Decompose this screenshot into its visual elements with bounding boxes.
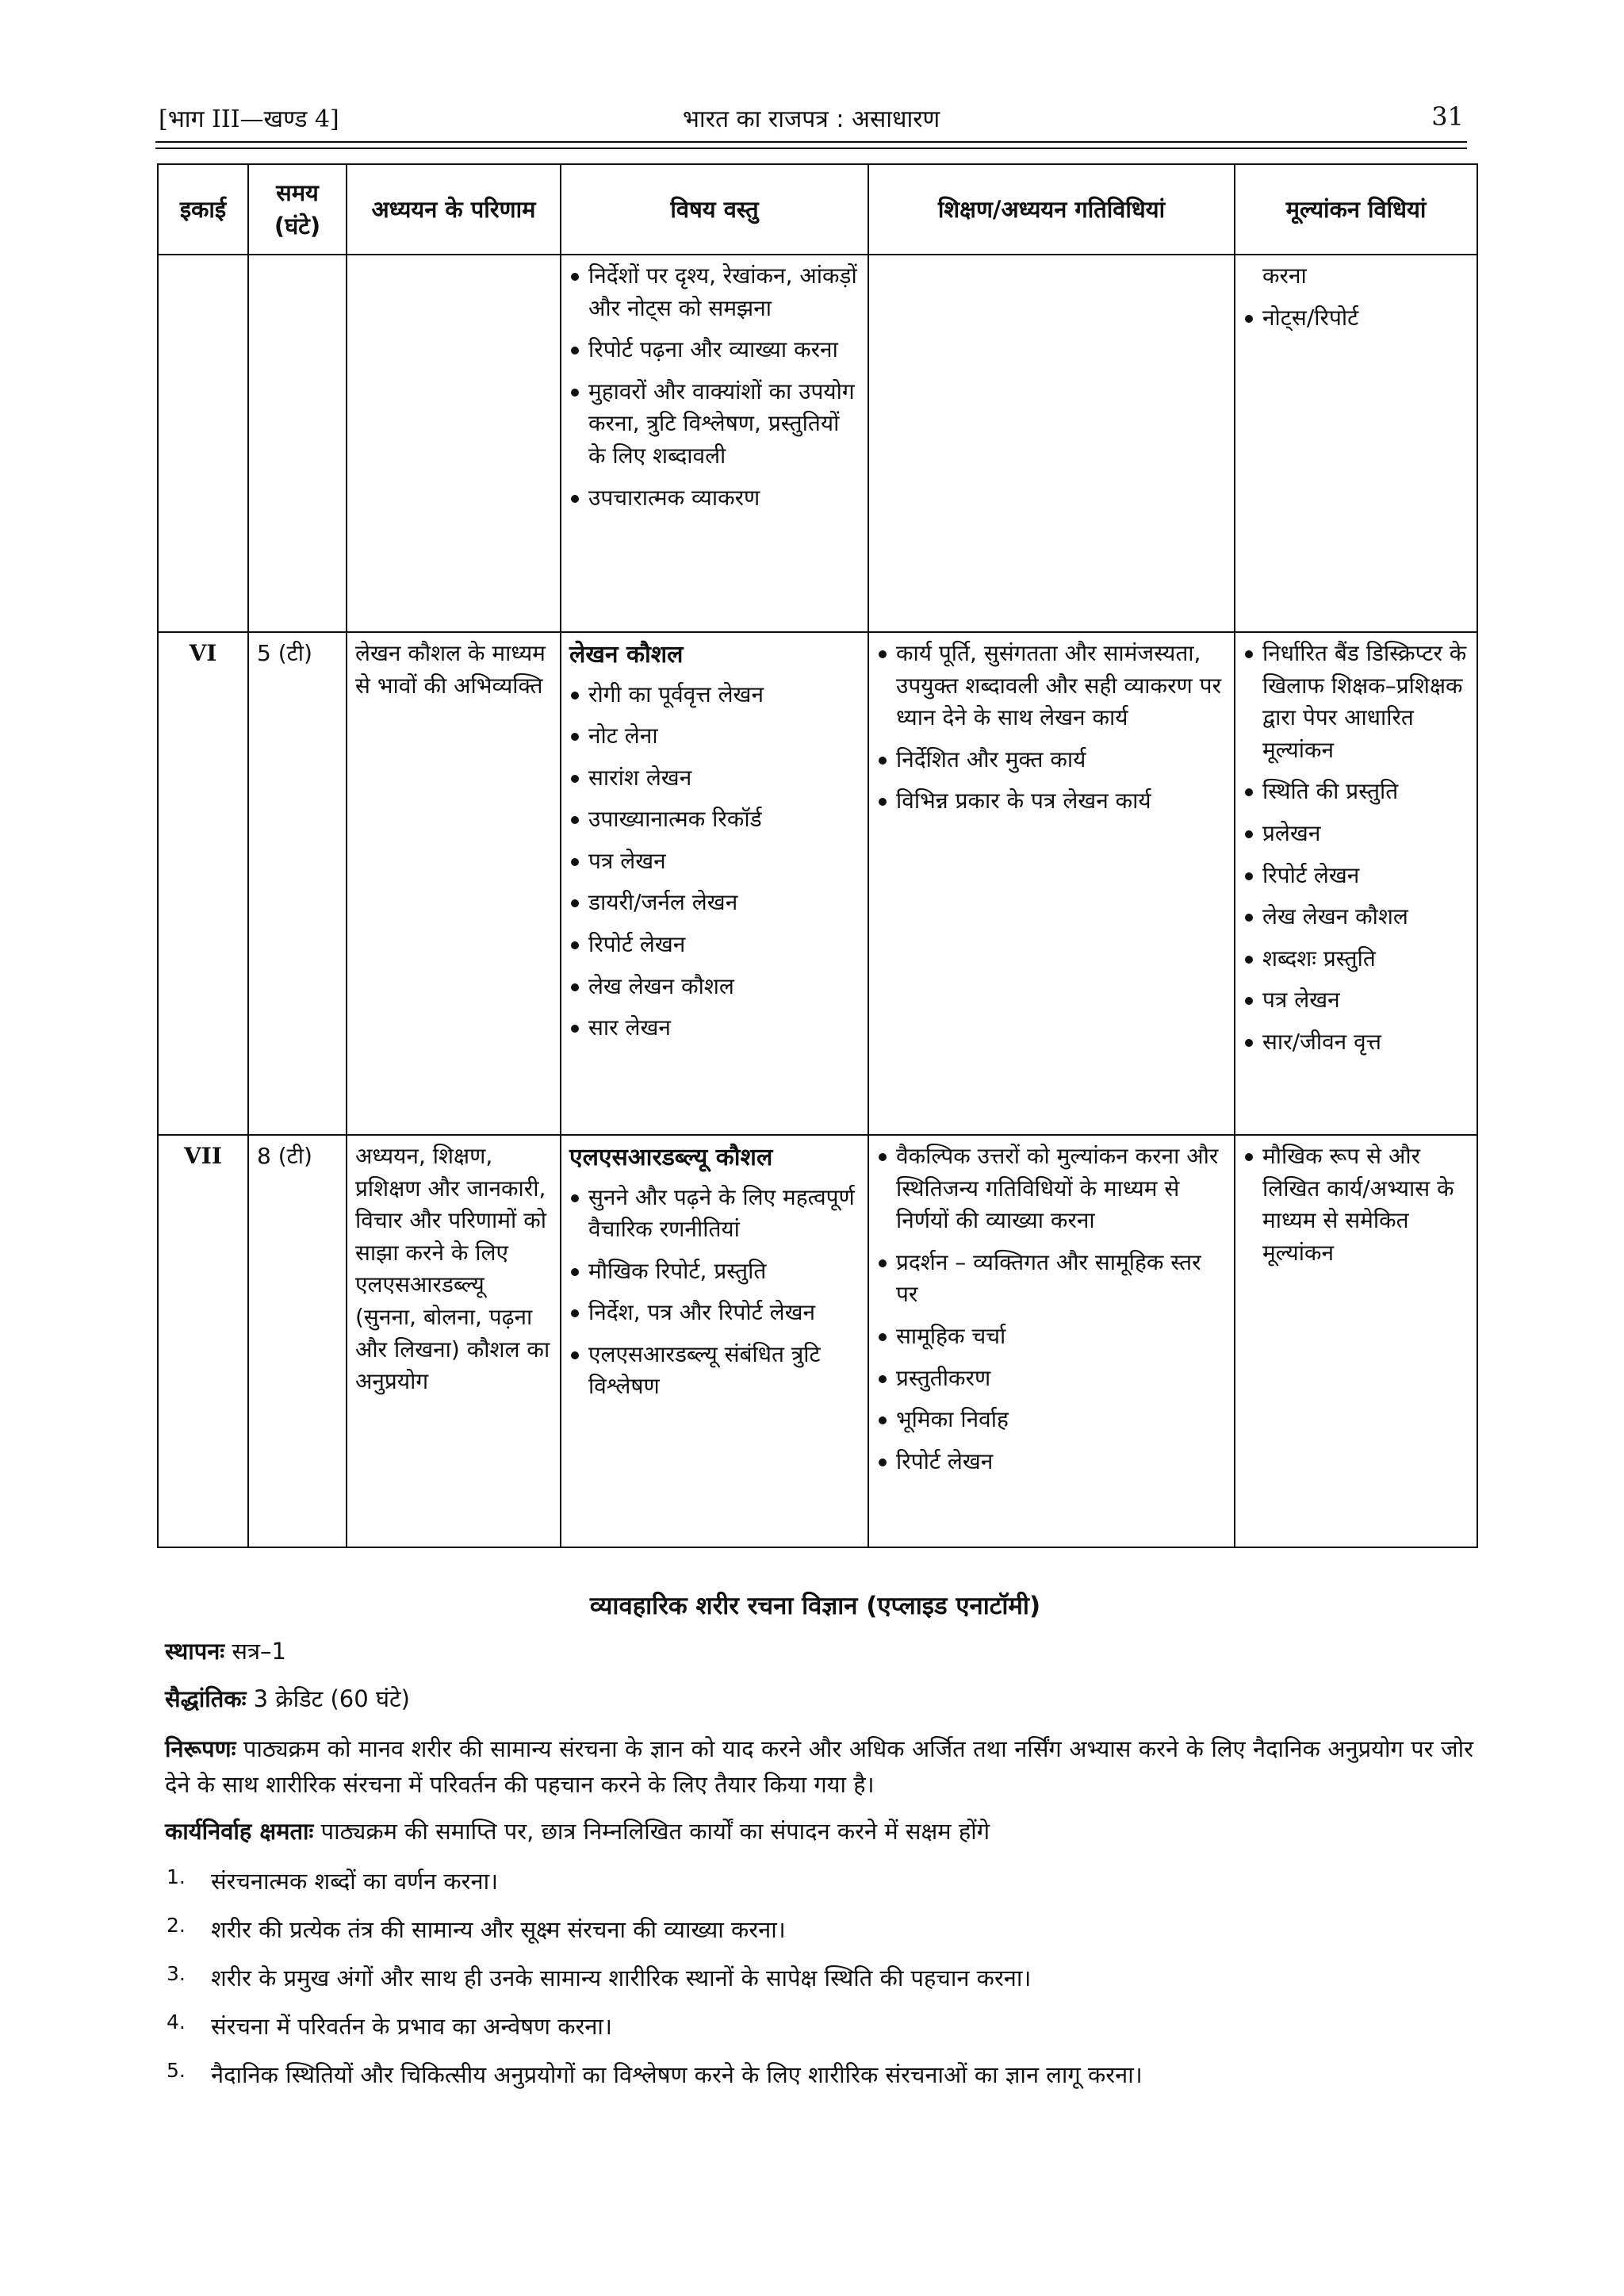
placement-line (165, 1635, 1473, 1669)
list-item: प्रस्तुतीकरण (877, 1363, 1226, 1395)
list-item (165, 1865, 1473, 1896)
table-row (158, 632, 1477, 1135)
content-cell (561, 255, 868, 632)
list-item (165, 1914, 1473, 1945)
page-header (155, 98, 1467, 140)
list-item: स्थिति की प्रस्तुति (1243, 776, 1469, 808)
content-cell (561, 1135, 868, 1547)
assessment-cell (1235, 632, 1477, 1135)
description-label: निरूपणः (165, 1735, 236, 1762)
list-item: पत्र लेखन (1243, 984, 1469, 1017)
list-item: मुहावरों और वाक्यांशों का उपयोग करना, त्रुटि विश्लेषण, प्रस्तुतियों के लिए शब्दावली (569, 376, 860, 473)
col-header-outcome: अध्ययन के परिणाम (347, 164, 561, 255)
unit-cell: VI (158, 632, 248, 1135)
placement-value: सत्र–1 (224, 1638, 286, 1665)
list-item: रोगी का पूर्ववृत्त लेखन (569, 679, 860, 711)
time-cell (248, 255, 347, 632)
outcome-cell: लेखन कौशल के माध्यम से भावों की अभिव्यक्ति (347, 632, 561, 1135)
item-number: 4. (167, 2010, 186, 2033)
list-item: निर्देश, पत्र और रिपोर्ट लेखन (569, 1297, 860, 1329)
header-rule-top (155, 141, 1467, 143)
list-item (165, 1962, 1473, 1993)
item-text: शरीर की प्रत्येक तंत्र की सामान्य और सूक्ष्म संरचना की व्याख्या करना। (211, 1916, 786, 1943)
page-number: 31 (1431, 102, 1464, 132)
list-item: प्रलेखन (1243, 818, 1469, 850)
col-header-content: विषय वस्तु (561, 164, 868, 255)
activities-cell (868, 255, 1235, 632)
list-item: रिपोर्ट लेखन (569, 929, 860, 961)
list-item: पत्र लेखन (569, 845, 860, 878)
description-value: पाठ्यक्रम को मानव शरीर की सामान्य संरचना के ज्ञान को याद करने और अधिक अर्जित तथा नर्सिंग अभ्यास करने के लिए नैदानिक अनुप्रयोग पर जोर देने के साथ शारीरिक संरचना में परिवर्तन की पहचान करने के लिए तैयार किया गया है। (165, 1735, 1473, 1798)
syllabus-table (157, 163, 1478, 1548)
item-number: 5. (167, 2059, 186, 2082)
header-part-label: [भाग III—खण्ड 4] (159, 105, 339, 133)
list-item: शब्दशः प्रस्तुति (1243, 943, 1469, 976)
competency-label: कार्यनिर्वाह क्षमताः (165, 1818, 314, 1845)
description-paragraph (165, 1731, 1473, 1803)
list-item: मौखिक रूप से और लिखित कार्य/अभ्यास के माध्यम से समेकित मूल्यांकन (1243, 1140, 1469, 1269)
section-title: व्यावहारिक शरीर रचना विज्ञान (एप्लाइड एनाटॉमी) (589, 1592, 1041, 1620)
item-number: 2. (167, 1914, 186, 1937)
activities-cell (868, 1135, 1235, 1547)
assessment-cell (1235, 1135, 1477, 1547)
item-number: 3. (167, 1962, 186, 1985)
theory-label: सैद्धांतिकः (165, 1685, 247, 1712)
theory-line (165, 1682, 1473, 1717)
time-cell: 5 (टी) (248, 632, 347, 1135)
placement-label: स्थापनः (165, 1638, 225, 1665)
table-row (158, 255, 1477, 632)
outcome-cell: अध्ययन, शिक्षण, प्रशिक्षण और जानकारी, विचार और परिणामों को साझा करने के लिए एलएसआरडब्ल्यू (सुनना, बोलना, पढ़ना और लिखना) कौशल का अनुप्रयोग (347, 1135, 561, 1547)
table-header-row (158, 164, 1477, 255)
competency-list (165, 1865, 1473, 2107)
list-item: नोट लेना (569, 720, 860, 753)
item-text: शरीर के प्रमुख अंगों और साथ ही उनके सामान्य शारीरिक स्थानों के सापेक्ष स्थिति की पहचान करना। (211, 1964, 1032, 1991)
assessment-cell (1235, 255, 1477, 632)
competency-value: पाठ्यक्रम की समाप्ति पर, छात्र निम्नलिखित कार्यों का संपादन करने में सक्षम होंगे (313, 1818, 990, 1845)
header-rule-bottom (155, 148, 1467, 149)
assessment-continuation: करना (1262, 263, 1307, 289)
item-text: नैदानिक स्थितियों और चिकित्सीय अनुप्रयोगों का विश्लेषण करने के लिए शारीरिक संरचनाओं का ज्ञान लागू करना। (211, 2061, 1143, 2088)
list-item (165, 2059, 1473, 2090)
list-item: मौखिक रिपोर्ट, प्रस्तुति (569, 1255, 860, 1288)
activities-cell (868, 632, 1235, 1135)
list-item: विभिन्न प्रकार के पत्र लेखन कार्य (877, 785, 1226, 818)
content-subheading: लेखन कौशल (569, 641, 684, 669)
list-item: उपाख्यानात्मक रिकॉर्ड (569, 803, 860, 836)
list-item: सारांश लेखन (569, 762, 860, 795)
content-subheading: एलएसआरडब्ल्यू कौशल (569, 1144, 773, 1171)
list-item: डायरी/जर्नल लेखन (569, 887, 860, 919)
list-item: लेख लेखन कौशल (569, 971, 860, 1003)
list-item: निर्देशित और मुक्त कार्य (877, 744, 1226, 776)
list-item: रिपोर्ट पढ़ना और व्याख्या करना (569, 334, 860, 366)
item-text: संरचना में परिवर्तन के प्रभाव का अन्वेषण करना। (211, 2013, 612, 2040)
list-item: एलएसआरडब्ल्यू संबंधित त्रुटि विश्लेषण (569, 1339, 860, 1403)
list-item: भूमिका निर्वाह (877, 1404, 1226, 1436)
list-item: सार/जीवन वृत्त (1243, 1026, 1469, 1059)
list-item (165, 2010, 1473, 2041)
theory-value: 3 क्रेडिट (60 घंटे) (246, 1685, 410, 1712)
list-item: रिपोर्ट लेखन (1243, 860, 1469, 892)
list-item: सुनने और पढ़ने के लिए महत्वपूर्ण वैचारिक रणनीतियां (569, 1182, 860, 1246)
list-item: उपचारात्मक व्याकरण (569, 482, 860, 515)
list-item: प्रदर्शन – व्यक्तिगत और सामूहिक स्तर पर (877, 1247, 1226, 1311)
list-item: निर्देशों पर दृश्य, रेखांकन, आंकड़ों और नोट्स को समझना (569, 260, 860, 324)
list-item: रिपोर्ट लेखन (877, 1446, 1226, 1478)
col-header-time: समय (घंटे) (248, 164, 347, 255)
item-number: 1. (167, 1865, 186, 1888)
col-header-activities: शिक्षण/अध्ययन गतिविधियां (868, 164, 1235, 255)
list-item: सार लेखन (569, 1012, 860, 1045)
col-header-assessment: मूल्यांकन विधियां (1235, 164, 1477, 255)
unit-cell (158, 255, 248, 632)
table-row (158, 1135, 1477, 1547)
outcome-cell (347, 255, 561, 632)
list-item: लेख लेखन कौशल (1243, 901, 1469, 933)
list-item: कार्य पूर्ति, सुसंगतता और सामंजस्यता, उपयुक्त शब्दावली और सही व्याकरण पर ध्यान देने के साथ लेखन कार्य (877, 638, 1226, 734)
list-item: नोट्स/रिपोर्ट (1243, 302, 1469, 335)
list-item: वैकल्पिक उत्तरों को मुल्यांकन करना और स्थितिजन्य गतिविधियों के माध्यम से निर्णयों की व्याख्या करना (877, 1140, 1226, 1237)
content-cell (561, 632, 868, 1135)
col-header-unit: इकाई (158, 164, 248, 255)
unit-cell: VII (158, 1135, 248, 1547)
time-cell: 8 (टी) (248, 1135, 347, 1547)
list-item: सामूहिक चर्चा (877, 1320, 1226, 1353)
header-gazette-title: भारत का राजपत्र : असाधारण (682, 105, 940, 133)
competency-line (165, 1815, 1473, 1849)
list-item: निर्धारित बैंड डिस्क्रिप्टर के खिलाफ शिक्षक–प्रशिक्षक द्वारा पेपर आधारित मूल्यांकन (1243, 638, 1469, 766)
item-text: संरचनात्मक शब्दों का वर्णन करना। (211, 1868, 499, 1895)
